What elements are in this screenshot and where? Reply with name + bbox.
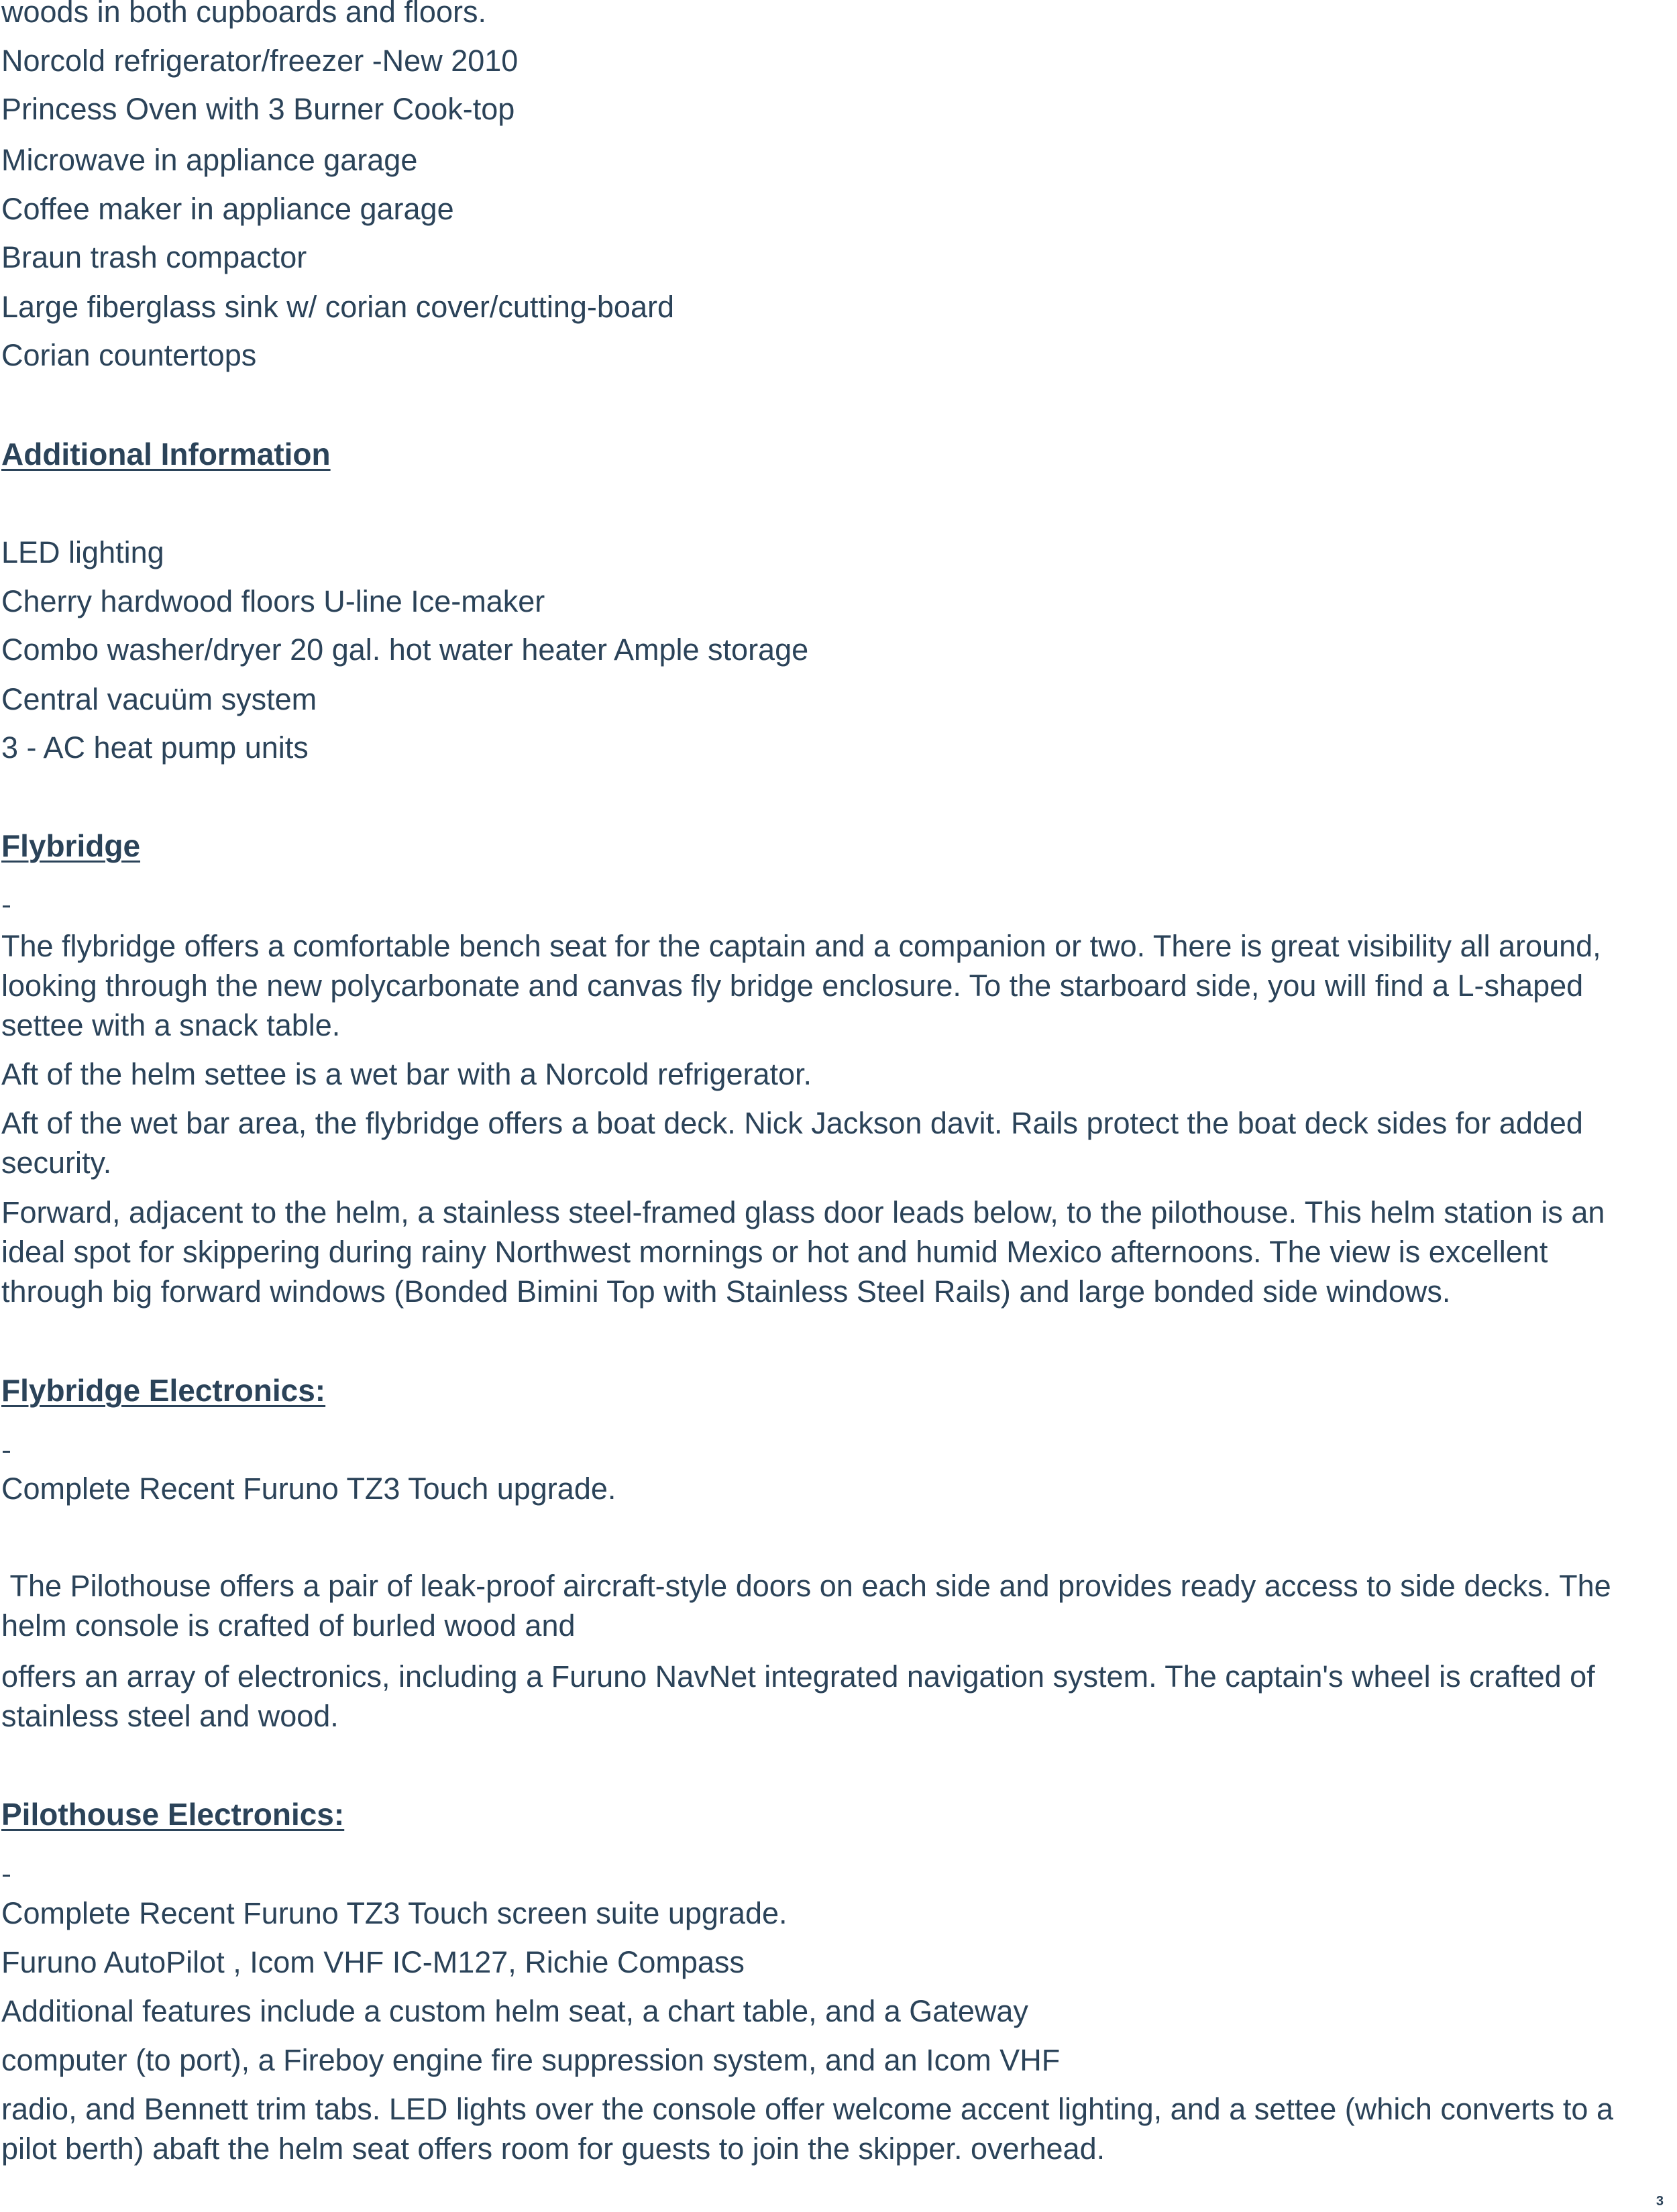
pilothouse-electronics-item: computer (to port), a Fireboy engine fire suppression system, and an Icom VHF [1, 2043, 1061, 2077]
pilothouse-electronics-item: Additional features include a custom helm seat, a chart table, and a Gateway [1, 1994, 1028, 2028]
galley-item: Microwave in appliance garage [1, 143, 418, 177]
galley-item: Large fiberglass sink w/ corian cover/cutting-board [1, 290, 674, 324]
galley-item: Braun trash compactor [1, 240, 307, 274]
additional-info-item: LED lighting [1, 535, 164, 569]
page-number: 3 [1656, 2194, 1664, 2209]
flybridge-paragraph: Aft of the wet bar area, the flybridge offers a boat deck. Nick Jackson davit. Rails protect the boat deck sides for added security. [1, 1106, 1583, 1180]
section-heading-pilothouse-electronics: Pilothouse Electronics: [1, 1797, 345, 1832]
galley-item: Corian countertops [1, 338, 257, 372]
continued-text-line: woods in both cupboards and floors. [1, 0, 486, 29]
additional-info-item: 3 - AC heat pump units [1, 730, 309, 765]
pilothouse-paragraph: offers an array of electronics, including a Furuno NavNet integrated navigation system. The captain's wheel is crafted of stainless steel and wood. [1, 1659, 1595, 1733]
additional-info-item: Central vacuüm system [1, 682, 317, 716]
dash-marker [3, 1875, 10, 1877]
pilothouse-electronics-item: Complete Recent Furuno TZ3 Touch screen suite upgrade. [1, 1896, 788, 1930]
flybridge-electronics-item: Complete Recent Furuno TZ3 Touch upgrade. [1, 1472, 616, 1506]
dash-marker [3, 1451, 10, 1453]
dash-marker [3, 905, 10, 907]
additional-info-item: Cherry hardwood floors U-line Ice-maker [1, 584, 545, 618]
additional-info-item: Combo washer/dryer 20 gal. hot water heater Ample storage [1, 632, 809, 667]
galley-item: Norcold refrigerator/freezer -New 2010 [1, 44, 519, 78]
flybridge-paragraph: Aft of the helm settee is a wet bar with a Norcold refrigerator. [1, 1057, 812, 1091]
section-heading-additional-information: Additional Information [1, 437, 331, 472]
pilothouse-paragraph: The Pilothouse offers a pair of leak-proof aircraft-style doors on each side and provides ready access to side decks. The helm console is crafted of burled wood and [1, 1569, 1620, 1643]
flybridge-paragraph: Forward, adjacent to the helm, a stainless steel-framed glass door leads below, to the pilothouse. This helm station is an ideal spot for skippering during rainy Northwest mornings or hot and humid Mexico afternoons. The view is excellent through big forward windows (Bonded Bimini Top with Stainless Steel Rails) and large bonded side windows. [1, 1195, 1605, 1309]
flybridge-paragraph: The flybridge offers a comfortable bench seat for the captain and a companion or two. There is great visibility all around, looking through the new polycarbonate and canvas fly bridge enclosure. To the starboard side, you will find a L-shaped settee with a snack table. [1, 929, 1601, 1042]
section-heading-flybridge-electronics: Flybridge Electronics: [1, 1373, 326, 1408]
galley-item: Coffee maker in appliance garage [1, 192, 454, 226]
galley-item: Princess Oven with 3 Burner Cook-top [1, 92, 515, 126]
section-heading-flybridge: Flybridge [1, 828, 141, 863]
pilothouse-electronics-paragraph: radio, and Bennett trim tabs. LED lights over the console offer welcome accent lighting, and a settee (which converts to a pilot berth) abaft the helm seat offers room for guests to join the skipper. overhead. [1, 2092, 1613, 2166]
pilothouse-electronics-item: Furuno AutoPilot , Icom VHF IC-M127, Richie Compass [1, 1945, 745, 1979]
